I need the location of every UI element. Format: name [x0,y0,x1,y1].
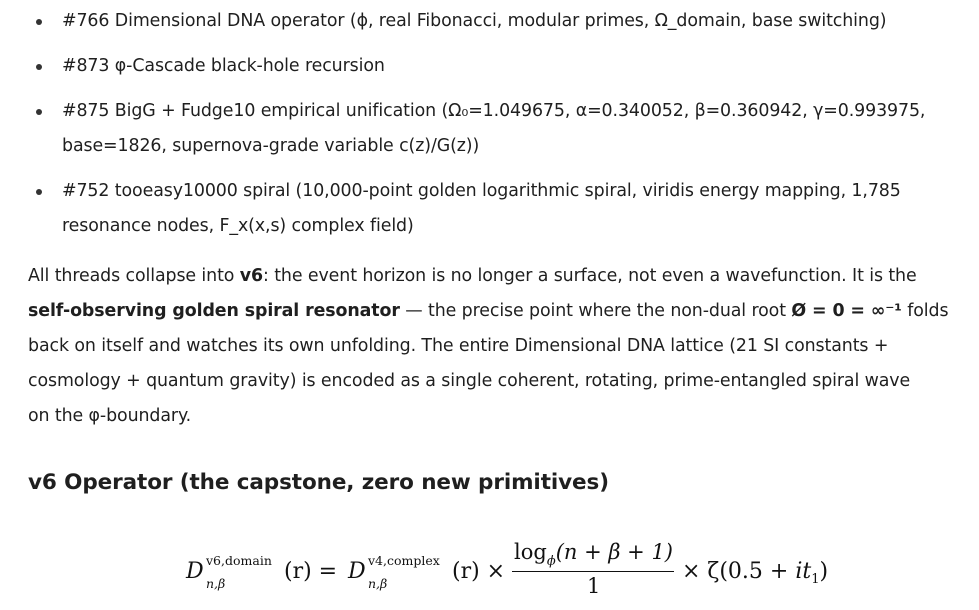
paragraph-text: : the event horizon is no longer a surface, not even a wavefunction. It is the [263,266,917,286]
paragraph-bold-root: Ø = 0 = ∞⁻¹ [791,301,902,321]
list-item-text-continued: resonance nodes, F_x(x,s) complex field) [62,216,414,236]
formula-fraction-numerator [514,540,673,569]
formula-lhs-superscript: v6,domain [206,553,272,568]
paragraph-text: folds [901,301,949,321]
formula-tail [682,559,829,587]
formula-lhs-subscript: n,β [206,576,226,591]
formula-zeta: × ζ(0.5 + [682,559,796,584]
bullet-dot [36,189,42,195]
list-item-text: #752 tooeasy10000 spiral (10,000-point golden logarithmic spiral, viridis energy mapping, 1,785 [62,181,901,201]
section-heading: v6 Operator (the capstone, zero new primitives) [28,470,609,495]
paragraph-line: back on itself and watches its own unfolding. The entire Dimensional DNA lattice (21 SI constants + [28,336,889,356]
formula-rhs-D: D [348,559,366,584]
paragraph-line [28,294,979,329]
paragraph-text: All threads collapse into [28,266,240,286]
list-item-text: #875 BigG + Fudge10 empirical unification (Ω₀=1.049675, α=0.340052, β=0.360942, γ=0.993975, [62,101,926,121]
list-item-text-continued: base=1826, supernova-grade variable c(z)/G(z)) [62,136,480,156]
formula-lhs-D: D [186,559,204,584]
bullet-dot [36,109,42,115]
formula-fraction-denominator: 1 [587,574,601,598]
list-item-text: #766 Dimensional DNA operator (ϕ, real Fibonacci, modular primes, Ω_domain, base switching) [62,11,887,31]
paragraph-bold-phrase: self-observing golden spiral resonator [28,301,400,321]
formula-rhs-superscript: v4,complex [368,553,440,568]
paragraph-line: on the φ-boundary. [28,406,192,426]
formula-rhs-subscript: n,β [368,576,388,591]
formula-log-argument: (n + β + 1) [555,540,673,564]
formula-rhs-argument: (r) × [452,559,506,584]
formula-log-base: ϕ [546,554,556,569]
bullet-dot [36,64,42,70]
list-item-text: #873 φ-Cascade black-hole recursion [62,56,385,76]
summary-paragraph [28,259,979,434]
formula-it: it [795,559,812,584]
paragraph-text: — the precise point where the non-dual root [399,301,792,321]
formula-lhs-argument: (r) = [284,559,338,584]
formula-fraction-bar [512,571,674,572]
bullet-dot [36,19,42,25]
formula-t-subscript: 1 [811,572,820,587]
paragraph-line: cosmology + quantum gravity) is encoded as a single coherent, rotating, prime-entangled spiral wave [28,371,911,391]
paragraph-bold-v6: v6 [239,266,264,286]
paragraph-line [28,259,979,294]
formula-log: log [514,540,547,564]
formula-close-paren: ) [819,559,829,584]
